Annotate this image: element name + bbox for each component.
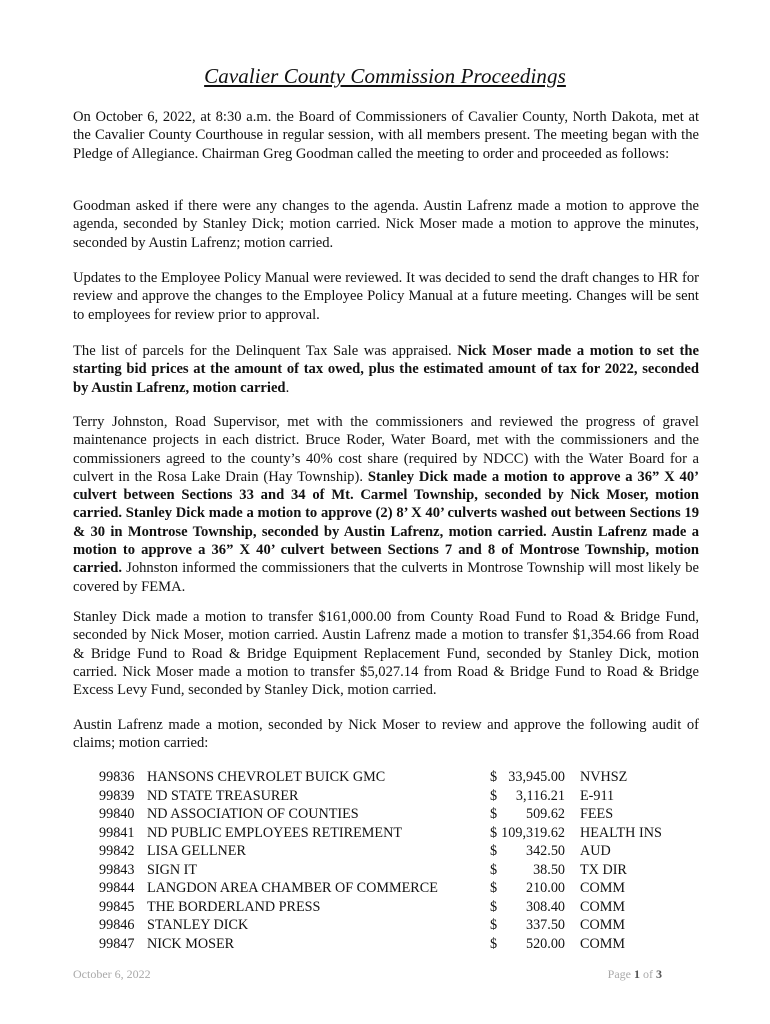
road-supervisor-text: Terry Johnston, Road Supervisor, met with the commissioners and reviewed the progress of gravel maintenance projects in each district. Bruce Roder, Water Board, met with the commissioners and the commissioners agreed to the county’s 40% cost share (required by NDCC) with the Water Board for a culvert in the Rosa Lake Drain (Hay Township). (73, 414, 699, 485)
claim-amount: 342.50 (525, 843, 565, 859)
claim-row (73, 805, 699, 824)
claim-row (73, 861, 699, 880)
claim-dollar-sign: $ (490, 861, 498, 878)
paragraph-agenda: Goodman asked if there were any changes to the agenda. Austin Lafrenz made a motion to approve the agenda, seconded by Stanley Dick; motion carried. Nick Moser made a motion to approve the minutes, seconded by Austin Lafrenz; motion carried. (73, 198, 699, 251)
claim-code: E-911 (580, 787, 615, 804)
claim-vendor: SIGN IT (147, 861, 198, 878)
claim-amount: 509.62 (525, 806, 565, 822)
claim-row (73, 842, 699, 861)
claim-dollar-sign: $ (490, 843, 498, 859)
page-word: Page (607, 967, 631, 981)
claim-number: 99836 (99, 769, 135, 785)
claim-amount: 109,319.62 (501, 824, 565, 841)
road-supervisor-end: Johnston informed the commissioners that the culverts in Montrose Township will most likely be covered by FEMA. (73, 560, 699, 595)
tax-sale-text: The list of parcels for the Delinquent Tax Sale was appraised. (73, 343, 458, 359)
claim-code: NVHSZ (580, 769, 628, 785)
claim-dollar-sign: $ (490, 769, 498, 785)
claim-amount: 337.50 (525, 917, 565, 933)
claim-amount: 520.00 (525, 935, 565, 952)
claim-row (73, 935, 699, 954)
claim-vendor: ND ASSOCIATION OF COUNTIES (147, 806, 359, 822)
claim-vendor: ND PUBLIC EMPLOYEES RETIREMENT (147, 824, 402, 841)
claim-dollar-sign: $ (490, 917, 498, 933)
claim-vendor: ND STATE TREASURER (147, 787, 299, 804)
claim-number: 99842 (99, 843, 135, 859)
claim-row (73, 879, 699, 898)
claim-dollar-sign: $ (490, 898, 498, 915)
claim-vendor: HANSONS CHEVROLET BUICK GMC (147, 769, 386, 785)
total-pages: 3 (656, 967, 662, 981)
tax-sale-motion: Nick Moser made a motion to set the starting bid prices at the amount of tax owed, plus the estimated amount of tax for 2022, seconded by Austin Lafrenz, motion carried (73, 343, 699, 396)
of-word: of (643, 967, 653, 981)
paragraph-tax-sale (73, 342, 699, 397)
claims-list (73, 768, 699, 953)
claim-dollar-sign: $ (490, 787, 498, 804)
culvert-motions: Stanley Dick made a motion to approve a 36” X 40’ culvert between Sections 33 and 34 of Mt. Carmel Township, seconded by Nick Moser, motion carried. Stanley Dick made a motion to approve (2) 8’ X 40’ culverts washed out between Sections 19 & 30 in Montrose Township, seconded by Austin Lafrenz, motion carried. Austin Lafrenz made a motion to approve a 36” X 40’ culvert between Sections 7 and 8 of Montrose Township, motion carried. (73, 468, 699, 577)
paragraph-fund-transfers: Stanley Dick made a motion to transfer $161,000.00 from County Road Fund to Road & Bridge Fund, seconded by Nick Moser, motion carried. Austin Lafrenz made a motion to transfer $1,354.66 from Road & Bridge Fund to Road & Bridge Equipment Replacement Fund, seconded by Stanley Dick, motion carried. Nick Moser made a motion to transfer $5,027.14 from Road & Bridge Fund to Road & Bridge Excess Levy Fund, seconded by Stanley Dick, motion carried. (73, 609, 699, 699)
paragraph-policy-manual: Updates to the Employee Policy Manual were reviewed. It was decided to send the draft changes to HR for review and approve the changes to the Employee Policy Manual at a future meeting. Changes will be sent to employees for review prior to approval. (73, 270, 699, 323)
claim-code: TX DIR (580, 861, 627, 878)
claim-code: COMM (580, 898, 625, 915)
claim-amount: 33,945.00 (508, 769, 565, 785)
claim-row (73, 768, 699, 787)
claim-amount: 38.50 (533, 861, 565, 878)
claim-row (73, 916, 699, 935)
current-page: 1 (634, 967, 640, 981)
claim-dollar-sign: $ (490, 935, 498, 952)
claim-row (73, 824, 699, 843)
claim-number: 99844 (99, 880, 135, 896)
paragraph-opening: On October 6, 2022, at 8:30 a.m. the Board of Commissioners of Cavalier County, North Dakota, met at the Cavalier County Courthouse in regular session, with all members present. The meeting began with the Pledge of Allegiance. Chairman Greg Goodman called the meeting to order and proceeded as follows: (73, 109, 699, 162)
claim-row (73, 898, 699, 917)
claim-number: 99843 (99, 861, 135, 878)
claim-vendor: STANLEY DICK (147, 917, 249, 933)
claim-number: 99847 (99, 935, 135, 952)
claim-code: FEES (580, 806, 614, 822)
claim-number: 99839 (99, 787, 135, 804)
claim-vendor: LISA GELLNER (147, 843, 246, 859)
page-number (608, 967, 662, 982)
footer-date: October 6, 2022 (73, 967, 151, 981)
claim-code: AUD (580, 843, 611, 859)
claim-dollar-sign: $ (490, 806, 498, 822)
claim-code: COMM (580, 917, 625, 933)
claim-vendor: NICK MOSER (147, 935, 235, 952)
claim-dollar-sign: $ (490, 824, 498, 841)
tax-sale-end: . (285, 379, 290, 396)
paragraph-road-supervisor (73, 413, 699, 596)
claim-number: 99845 (99, 898, 135, 915)
claim-row (73, 787, 699, 806)
page-title: Cavalier County Commission Proceedings (204, 64, 566, 88)
claim-number: 99846 (99, 917, 135, 933)
claim-amount: 308.40 (525, 898, 565, 915)
claim-dollar-sign: $ (490, 880, 498, 896)
claim-number: 99840 (99, 806, 135, 822)
claim-number: 99841 (99, 824, 135, 841)
claim-code: COMM (580, 935, 625, 952)
claim-amount: 210.00 (525, 880, 565, 896)
claim-vendor: THE BORDERLAND PRESS (147, 898, 321, 915)
paragraph-audit-claims: Austin Lafrenz made a motion, seconded by Nick Moser to review and approve the following audit of claims; motion carried: (73, 717, 699, 752)
claim-amount: 3,116.21 (515, 787, 565, 804)
claim-code: HEALTH INS (580, 824, 662, 841)
claim-code: COMM (580, 880, 625, 896)
claim-vendor: LANGDON AREA CHAMBER OF COMMERCE (147, 880, 438, 896)
